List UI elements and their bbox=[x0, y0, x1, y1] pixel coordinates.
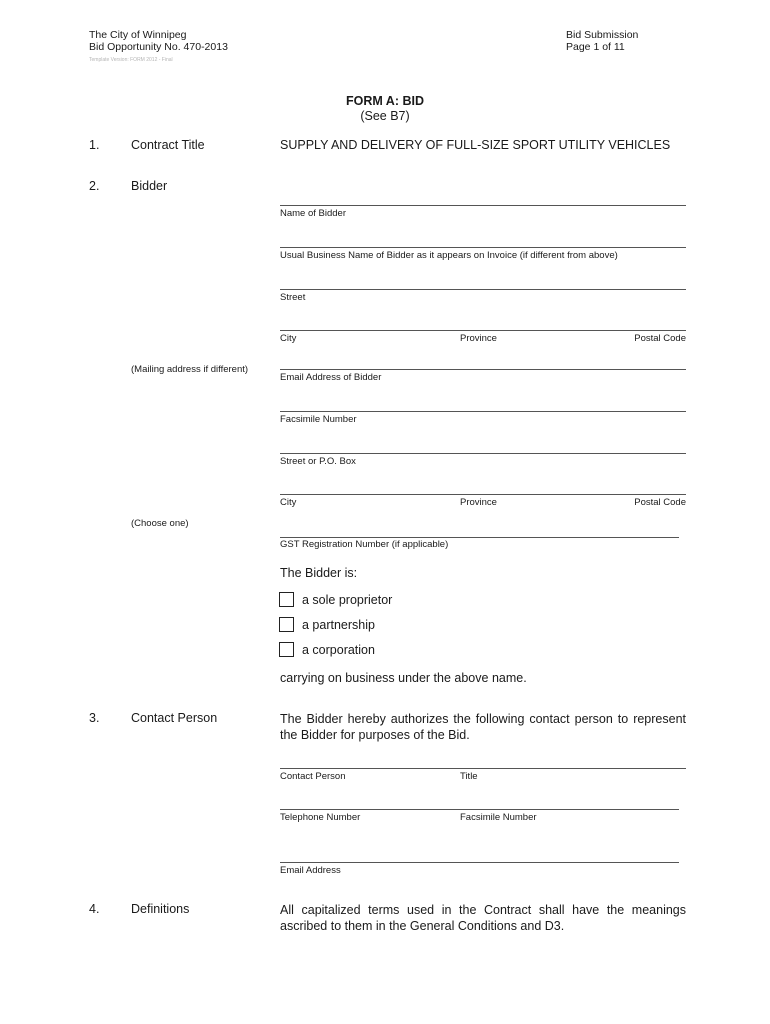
section-2-number: 2. bbox=[89, 179, 100, 193]
contact-facsimile-caption: Facsimile Number bbox=[460, 812, 537, 823]
bidder-name-field[interactable] bbox=[280, 205, 686, 206]
section-3-number: 3. bbox=[89, 711, 100, 725]
city-province-postal-field[interactable] bbox=[280, 330, 686, 331]
usual-business-name-caption: Usual Business Name of Bidder as it appears on Invoice (if different from above) bbox=[280, 250, 618, 261]
header-bid-opportunity: Bid Opportunity No. 470-2013 bbox=[89, 41, 228, 53]
city-caption: City bbox=[280, 333, 297, 344]
section-1-label: Contract Title bbox=[131, 138, 205, 152]
bidder-email-caption: Email Address of Bidder bbox=[280, 372, 382, 383]
contact-email-field[interactable] bbox=[280, 862, 679, 863]
mailing-postal-code-caption: Postal Code bbox=[634, 497, 686, 508]
contact-person-caption: Contact Person bbox=[280, 771, 346, 782]
partnership-checkbox[interactable] bbox=[279, 617, 294, 632]
mailing-city-province-postal-field[interactable] bbox=[280, 494, 686, 495]
postal-code-caption: Postal Code bbox=[634, 333, 686, 344]
gst-registration-field[interactable] bbox=[280, 537, 679, 538]
province-caption: Province bbox=[460, 333, 497, 344]
street-caption: Street bbox=[280, 292, 306, 303]
contact-authorization-text: The Bidder hereby authorizes the following contact person to represent the Bidder for purposes of the Bid. bbox=[280, 712, 686, 742]
telephone-facsimile-field[interactable] bbox=[280, 809, 679, 810]
street-po-box-field[interactable] bbox=[280, 453, 686, 454]
contract-title-value: SUPPLY AND DELIVERY OF FULL-SIZE SPORT UTILITY VEHICLES bbox=[280, 138, 671, 152]
mailing-address-note: (Mailing address if different) bbox=[131, 364, 249, 375]
contact-title-field[interactable] bbox=[280, 768, 686, 769]
street-field[interactable] bbox=[280, 289, 686, 290]
definitions-text: All capitalized terms used in the Contract shall have the meanings ascribed to them in the General Conditions and D3. bbox=[280, 903, 686, 933]
template-version-note: Template Version: FORM 2012 - Final bbox=[89, 57, 173, 63]
header-bid-submission: Bid Submission bbox=[566, 29, 639, 41]
facsimile-field[interactable] bbox=[280, 411, 686, 412]
form-subtitle: (See B7) bbox=[360, 109, 410, 123]
corporation-checkbox[interactable] bbox=[279, 642, 294, 657]
section-4-number: 4. bbox=[89, 902, 100, 916]
section-1-number: 1. bbox=[89, 138, 100, 152]
facsimile-caption: Facsimile Number bbox=[280, 414, 357, 425]
bidder-name-caption: Name of Bidder bbox=[280, 208, 347, 219]
sole-proprietor-label: a sole proprietor bbox=[302, 593, 393, 607]
mailing-city-caption: City bbox=[280, 497, 297, 508]
form-title: FORM A: BID bbox=[346, 94, 424, 108]
street-po-box-caption: Street or P.O. Box bbox=[280, 456, 356, 467]
header-page-number: Page 1 of 11 bbox=[566, 41, 625, 53]
partnership-label: a partnership bbox=[302, 618, 375, 632]
choose-one-note: (Choose one) bbox=[131, 518, 189, 529]
carrying-on-business-text: carrying on business under the above name. bbox=[280, 671, 527, 685]
section-2-label: Bidder bbox=[131, 179, 168, 193]
contact-email-caption: Email Address bbox=[280, 865, 341, 876]
header-city: The City of Winnipeg bbox=[89, 29, 187, 41]
title-caption: Title bbox=[460, 771, 478, 782]
bidder-email-field[interactable] bbox=[280, 369, 686, 370]
sole-proprietor-checkbox[interactable] bbox=[279, 592, 294, 607]
usual-business-name-field[interactable] bbox=[280, 247, 686, 248]
corporation-label: a corporation bbox=[302, 643, 375, 657]
mailing-province-caption: Province bbox=[460, 497, 497, 508]
gst-registration-caption: GST Registration Number (if applicable) bbox=[280, 539, 449, 550]
telephone-caption: Telephone Number bbox=[280, 812, 361, 823]
section-3-label: Contact Person bbox=[131, 711, 218, 725]
section-4-label: Definitions bbox=[131, 902, 190, 916]
bidder-is-label: The Bidder is: bbox=[280, 566, 358, 580]
